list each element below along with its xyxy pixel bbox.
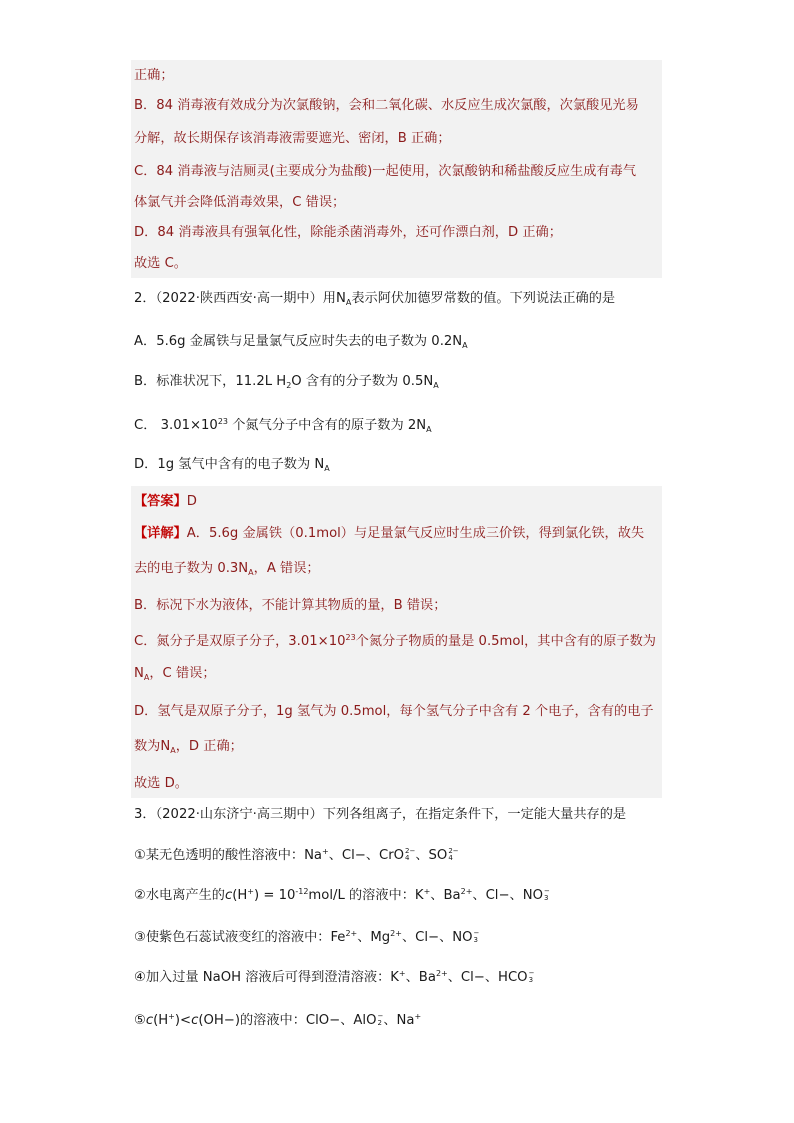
q2-detail-8: 故选 D。 bbox=[134, 776, 188, 791]
q3-item-1: ①某无色透明的酸性溶液中：Na+、Cl−、CrO 2− 4 、SO 2− 4 bbox=[134, 847, 459, 863]
block1-line-7: 故选 C。 bbox=[134, 256, 187, 271]
q2-option-c: C． $3.01\times 10^{23}$ 个氮气分子中含有的原子数为 $2N_A$ bbox=[134, 417, 432, 434]
q2-detail-4: C．氮分子是双原子分子，$3.01\times 10^{23}$个氮分子物质的量是 0.5mol，其中含有的原子数为 bbox=[134, 633, 656, 649]
block1-line-1: 正确； bbox=[134, 68, 174, 83]
q3-item-3: ③使紫色石蕊试液变红的溶液中：$Fe^{2+}$、$Mg^{2+}$、Cl−、NO − 3 bbox=[134, 929, 480, 945]
q2-detail-1: 【详解】A．5.6g 金属铁（0.1mol）与足量氯气反应时生成三价铁，得到氯化铁，故失 bbox=[134, 526, 645, 541]
q2-option-d: D．1g 氢气中含有的电子数为 $N_A$ bbox=[134, 457, 330, 473]
block1-line-3: 分解，故长期保存该消毒液需要遮光、密闭，B 正确； bbox=[134, 131, 451, 146]
block1-line-5: 体氯气并会降低消毒效果，C 错误； bbox=[134, 195, 346, 210]
q2-answer: 【答案】D bbox=[134, 494, 197, 509]
q2-detail-2: 去的电子数为 $0.3N_A$，A 错误； bbox=[134, 561, 320, 577]
q2-detail-5: $N_A$，C 错误； bbox=[134, 666, 216, 682]
q2-option-a: A．5.6g 金属铁与足量氯气反应时失去的电子数为 $0.2N_A$ bbox=[134, 334, 468, 350]
q3-item-2: ②水电离产生的$c(H^+) = 10^{-12}mol/L$ 的溶液中：K+、$Ba^{2+}$、Cl−、NO − 3 bbox=[134, 887, 550, 903]
block1-line-2: B．84 消毒液有效成分为次氯酸钠，会和二氧化碳、水反应生成次氯酸，次氯酸见光易 bbox=[134, 98, 639, 113]
block1-line-6: D．84 消毒液具有强氧化性，除能杀菌消毒外，还可作漂白剂，D 正确； bbox=[134, 225, 562, 240]
q3-item-5: ⑤c(H+)<c(OH−)的溶液中：ClO−、AlO − 2 、Na+ bbox=[134, 1012, 422, 1028]
q3-item-4: ④加入过量 NaOH 溶液后可得到澄清溶液：K+、$Ba^{2+}$、Cl−、HCO − 3 bbox=[134, 969, 535, 985]
q2-detail-7: 数为$N_A$，D 正确； bbox=[134, 739, 243, 755]
q2-option-b: B．标准状况下，11.2L $H_2O$ 含有的分子数为 $0.5N_A$ bbox=[134, 374, 439, 390]
q2-detail-6: D．氢气是双原子分子，1g 氢气为 0.5mol，每个氢气分子中含有 2 个电子，含有的电子 bbox=[134, 704, 654, 719]
q2-detail-3: B．标况下水为液体，不能计算其物质的量，B 错误； bbox=[134, 598, 447, 613]
q2-stem: 2．（2022·陕西西安·高一期中）用$N_A$表示阿伏加德罗常数的值。下列说法正确的是 bbox=[134, 291, 616, 307]
q3-stem: 3．（2022·山东济宁·高三期中）下列各组离子，在指定条件下，一定能大量共存的是 bbox=[134, 807, 627, 822]
block1-line-4: C．84 消毒液与洁厕灵(主要成分为盐酸)一起使用，次氯酸钠和稀盐酸反应生成有毒气 bbox=[134, 164, 637, 179]
